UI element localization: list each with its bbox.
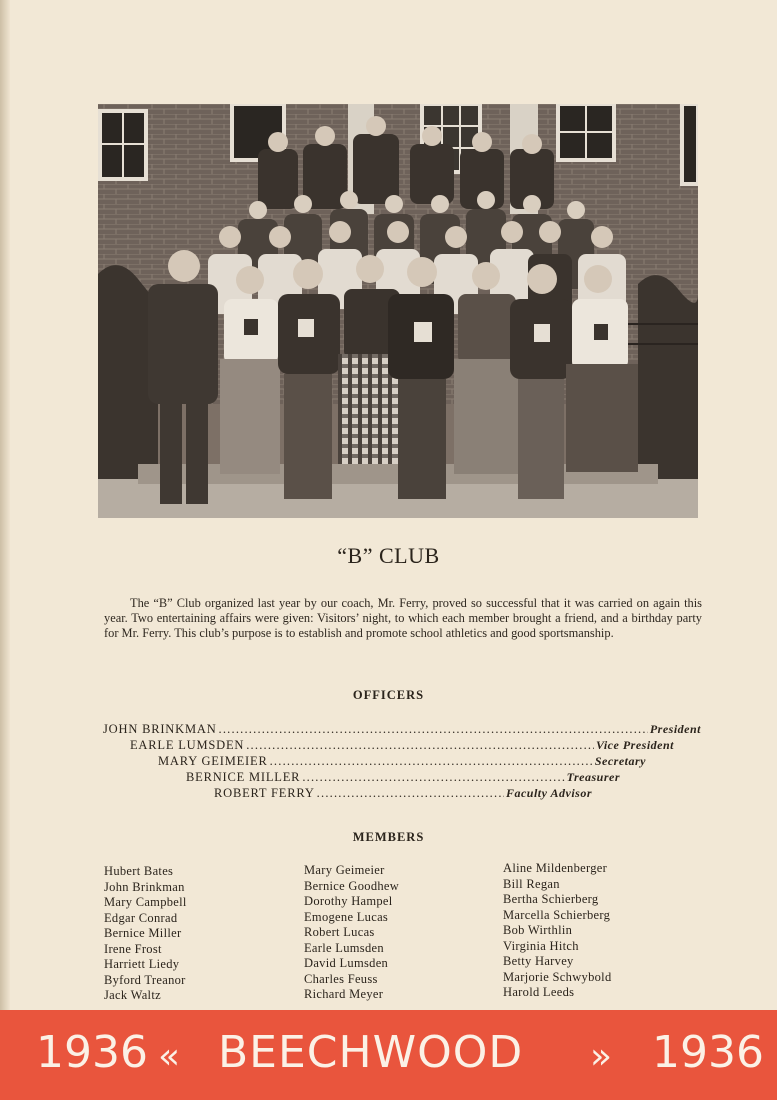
member-name: Edgar Conrad <box>104 910 178 925</box>
officer-name: EARLE LUMSDEN <box>130 738 245 752</box>
officer-name: BERNICE MILLER <box>186 770 301 784</box>
officer-row <box>130 737 674 753</box>
member-name: Bernice Miller <box>104 926 182 940</box>
members-column-1 <box>104 864 187 1004</box>
officer-name: ROBERT FERRY <box>214 786 315 800</box>
officer-name: MARY GEIMEIER <box>158 754 268 768</box>
officer-row <box>186 769 620 785</box>
member-name: Charles Feuss <box>304 971 378 986</box>
member-name: Virginia Hitch <box>503 938 579 953</box>
member-name: Earle Lumsden <box>304 940 384 955</box>
member-name: Betty Harvey <box>503 954 574 968</box>
member-name: John Brinkman <box>104 879 185 894</box>
officers-heading: OFFICERS <box>352 688 425 702</box>
yearbook-footer-banner <box>0 1010 777 1100</box>
member-name: Robert Lucas <box>304 925 375 939</box>
club-group-photo <box>98 104 698 518</box>
members-column-2 <box>304 863 399 1003</box>
officer-row <box>158 753 646 769</box>
club-description: The “B” Club organized last year by our coach, Mr. Ferry, proved so successful that it was carried on again this year. Two entertaining affairs were given: Visitors’ night, to which each member brought a friend, and a birthday party for Mr. Ferry. This club’s purpose is to establish and promote school athletics and good sportsmanship. <box>104 596 702 640</box>
member-name: Marjorie Schwybold <box>503 969 612 984</box>
member-name: Aline Mildenberger <box>503 861 608 875</box>
officer-name: JOHN BRINKMAN <box>103 722 217 736</box>
officer-row <box>103 721 701 737</box>
member-name: Bill Regan <box>503 876 560 891</box>
club-title: “B” CLUB <box>337 543 440 568</box>
member-name: Mary Campbell <box>104 895 187 909</box>
officer-role: Vice President <box>596 738 674 752</box>
member-name: David Lumsden <box>304 956 389 970</box>
officer-role: President <box>649 722 701 736</box>
members-heading: MEMBERS <box>352 830 425 844</box>
officer-role: Faculty Advisor <box>505 786 592 800</box>
page-binding-edge <box>0 0 10 1010</box>
footer-year-left: 1936 <box>36 1027 148 1078</box>
member-name: Richard Meyer <box>304 987 384 1001</box>
member-name: Bertha Schierberg <box>503 892 599 906</box>
member-name: Harriett Liedy <box>104 957 180 971</box>
dot-leader <box>270 753 593 769</box>
member-name: Mary Geimeier <box>304 863 385 877</box>
dot-leader <box>302 769 564 785</box>
member-name: Irene Frost <box>104 941 162 956</box>
member-name: Dorothy Hampel <box>304 894 393 908</box>
footer-guillemet-right: » <box>590 1036 613 1077</box>
members-column-3 <box>503 861 612 1001</box>
member-name: Hubert Bates <box>104 864 174 878</box>
member-name: Bernice Goodhew <box>304 878 400 893</box>
group-photo-illustration <box>98 104 698 518</box>
officer-role: Treasurer <box>566 770 620 784</box>
officer-role: Secretary <box>594 754 646 768</box>
dot-leader <box>317 785 504 801</box>
officer-row <box>214 785 592 801</box>
member-name: Emogene Lucas <box>304 909 389 924</box>
member-name: Byford Treanor <box>104 972 186 987</box>
footer-guillemet-left: « <box>158 1036 181 1077</box>
footer-year-right: 1936 <box>652 1027 764 1078</box>
member-name: Jack Waltz <box>104 988 161 1002</box>
member-name: Bob Wirthlin <box>503 923 573 937</box>
member-name: Harold Leeds <box>503 985 575 999</box>
footer-school-name: BEECHWOOD <box>218 1027 524 1078</box>
member-name: Marcella Schierberg <box>503 907 611 922</box>
dot-leader <box>219 721 648 737</box>
dot-leader <box>246 737 594 753</box>
